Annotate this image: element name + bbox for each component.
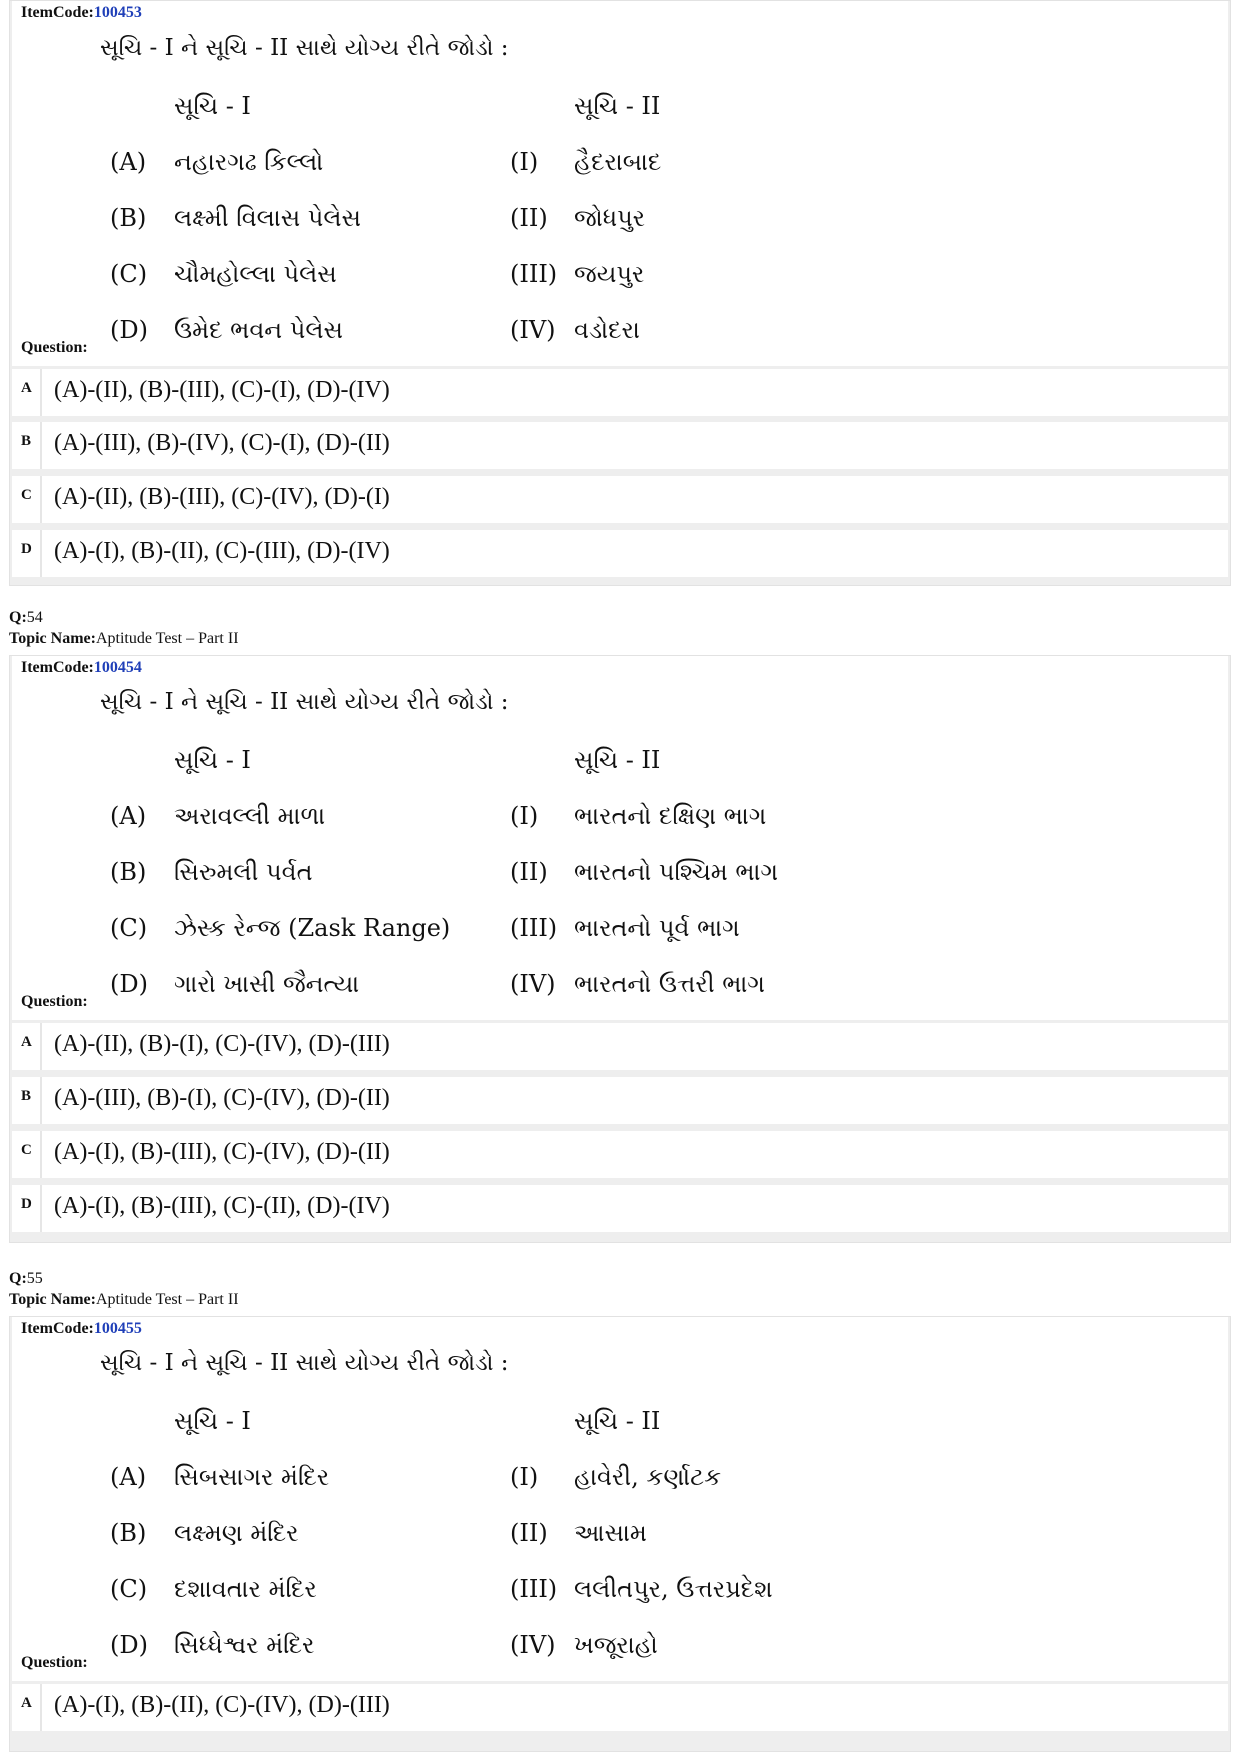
option-text: (A)-(III), (B)-(IV), (C)-(I), (D)-(II) <box>54 430 390 456</box>
option-c[interactable] <box>12 1131 1228 1178</box>
row-value-b: લક્ષ્મણ મંદિર <box>174 1519 299 1547</box>
question-label: Question: <box>21 1654 88 1671</box>
option-letter: B <box>12 422 42 469</box>
question-number: Q:54 <box>9 609 43 626</box>
row-value-b: સિરુમલી પર્વત <box>174 858 313 886</box>
topic-name: Topic Name:Aptitude Test – Part II <box>9 1291 239 1308</box>
row-key-b: (B) <box>110 858 147 886</box>
row-key-b: (B) <box>110 1519 147 1547</box>
row-value-iv: ખજૂરાહો <box>574 1631 658 1659</box>
list-1-heading: સૂચિ - I <box>174 746 251 774</box>
option-d[interactable] <box>12 530 1228 577</box>
option-letter: C <box>12 1131 42 1178</box>
list-2-heading: સૂચિ - II <box>574 1407 661 1435</box>
row-value-d: સિધ્ધેશ્વર મંદિર <box>174 1631 315 1659</box>
row-key-ii: (II) <box>510 204 548 232</box>
question-card <box>9 0 1231 586</box>
row-value-b: લક્ષ્મી વિલાસ પેલેસ <box>174 204 361 232</box>
row-key-ii: (II) <box>510 858 548 886</box>
row-value-d: ગારો ખાસી જૈનત્યા <box>174 970 360 998</box>
instruction-text: સૂચિ - I ને સૂચિ - II સાથે યોગ્ય રીતે જોડો : <box>100 1350 509 1376</box>
question-body <box>12 656 1228 1020</box>
option-text: (A)-(II), (B)-(III), (C)-(I), (D)-(IV) <box>54 377 390 403</box>
option-letter: B <box>12 1077 42 1124</box>
row-key-d: (D) <box>110 1631 148 1659</box>
option-text: (A)-(I), (B)-(III), (C)-(II), (D)-(IV) <box>54 1193 390 1219</box>
option-a[interactable] <box>12 1684 1228 1731</box>
option-b[interactable] <box>12 422 1228 469</box>
list-1-heading: સૂચિ - I <box>174 92 251 120</box>
row-key-iii: (III) <box>510 260 558 288</box>
row-key-a: (A) <box>110 148 147 176</box>
row-key-c: (C) <box>110 1575 148 1603</box>
row-key-b: (B) <box>110 204 147 232</box>
option-text: (A)-(III), (B)-(I), (C)-(IV), (D)-(II) <box>54 1085 390 1111</box>
row-value-iii: લલીતપુર, ઉત્તરપ્રદેશ <box>574 1575 773 1603</box>
row-value-iii: ભારતનો પૂર્વ ભાગ <box>574 914 740 942</box>
row-value-d: ઉમેદ ભવન પેલેસ <box>174 316 343 344</box>
question-label: Question: <box>21 993 88 1010</box>
row-value-a: નહારગઢ કિલ્લો <box>174 148 324 176</box>
row-key-i: (I) <box>510 1463 539 1491</box>
instruction-text: સૂચિ - I ને સૂચિ - II સાથે યોગ્ય રીતે જોડો : <box>100 35 509 61</box>
row-key-a: (A) <box>110 1463 147 1491</box>
option-letter: A <box>12 369 42 416</box>
row-key-iv: (IV) <box>510 316 556 344</box>
question-body <box>12 1 1228 366</box>
option-text: (A)-(I), (B)-(II), (C)-(IV), (D)-(III) <box>54 1692 390 1718</box>
row-key-iv: (IV) <box>510 1631 556 1659</box>
list-1-heading: સૂચિ - I <box>174 1407 251 1435</box>
option-text: (A)-(I), (B)-(II), (C)-(III), (D)-(IV) <box>54 538 390 564</box>
option-text: (A)-(I), (B)-(III), (C)-(IV), (D)-(II) <box>54 1139 390 1165</box>
list-2-heading: સૂચિ - II <box>574 92 661 120</box>
row-key-i: (I) <box>510 802 539 830</box>
option-b[interactable] <box>12 1077 1228 1124</box>
option-text: (A)-(II), (B)-(III), (C)-(IV), (D)-(I) <box>54 484 390 510</box>
row-value-ii: જોધપુર <box>574 204 646 232</box>
row-key-iii: (III) <box>510 1575 558 1603</box>
option-letter: D <box>12 1185 42 1232</box>
row-value-a: અરાવલ્લી માળા <box>174 802 326 830</box>
option-a[interactable] <box>12 369 1228 416</box>
list-2-heading: સૂચિ - II <box>574 746 661 774</box>
row-value-i: હાવેરી, કર્ણાટક <box>574 1463 722 1491</box>
option-letter: D <box>12 530 42 577</box>
option-text: (A)-(II), (B)-(I), (C)-(IV), (D)-(III) <box>54 1031 390 1057</box>
row-value-ii: આસામ <box>574 1519 647 1547</box>
row-value-ii: ભારતનો પશ્ચિમ ભાગ <box>574 858 778 886</box>
row-value-iv: વડોદરા <box>574 316 640 344</box>
topic-name: Topic Name:Aptitude Test – Part II <box>9 630 239 647</box>
row-value-c: ચૌમહોલ્લા પેલેસ <box>174 260 337 288</box>
question-number: Q:55 <box>9 1270 43 1287</box>
row-value-c: ઝેસ્ક રેન્જ (Zask Range) <box>174 914 451 942</box>
question-label: Question: <box>21 339 88 356</box>
option-letter: A <box>12 1684 42 1731</box>
row-key-iv: (IV) <box>510 970 556 998</box>
option-letter: C <box>12 476 42 523</box>
question-card <box>9 655 1231 1243</box>
row-key-c: (C) <box>110 914 148 942</box>
row-key-i: (I) <box>510 148 539 176</box>
row-value-i: હૈદરાબાદ <box>574 148 662 176</box>
row-value-iii: જયપુર <box>574 260 645 288</box>
question-card <box>9 1316 1231 1752</box>
option-letter: A <box>12 1023 42 1070</box>
row-key-a: (A) <box>110 802 147 830</box>
row-value-c: દશાવતાર મંદિર <box>174 1575 317 1603</box>
row-key-ii: (II) <box>510 1519 548 1547</box>
item-code: ItemCode:100453 <box>21 4 142 21</box>
item-code: ItemCode:100454 <box>21 659 142 676</box>
instruction-text: સૂચિ - I ને સૂચિ - II સાથે યોગ્ય રીતે જોડો : <box>100 689 509 715</box>
row-key-d: (D) <box>110 970 148 998</box>
question-body <box>12 1317 1228 1681</box>
row-value-i: ભારતનો દક્ષિણ ભાગ <box>574 802 767 830</box>
item-code: ItemCode:100455 <box>21 1320 142 1337</box>
option-d[interactable] <box>12 1185 1228 1232</box>
row-value-iv: ભારતનો ઉત્તરી ભાગ <box>574 970 765 998</box>
row-value-a: સિબસાગર મંદિર <box>174 1463 330 1491</box>
row-key-c: (C) <box>110 260 148 288</box>
option-a[interactable] <box>12 1023 1228 1070</box>
option-c[interactable] <box>12 476 1228 523</box>
row-key-d: (D) <box>110 316 148 344</box>
row-key-iii: (III) <box>510 914 558 942</box>
